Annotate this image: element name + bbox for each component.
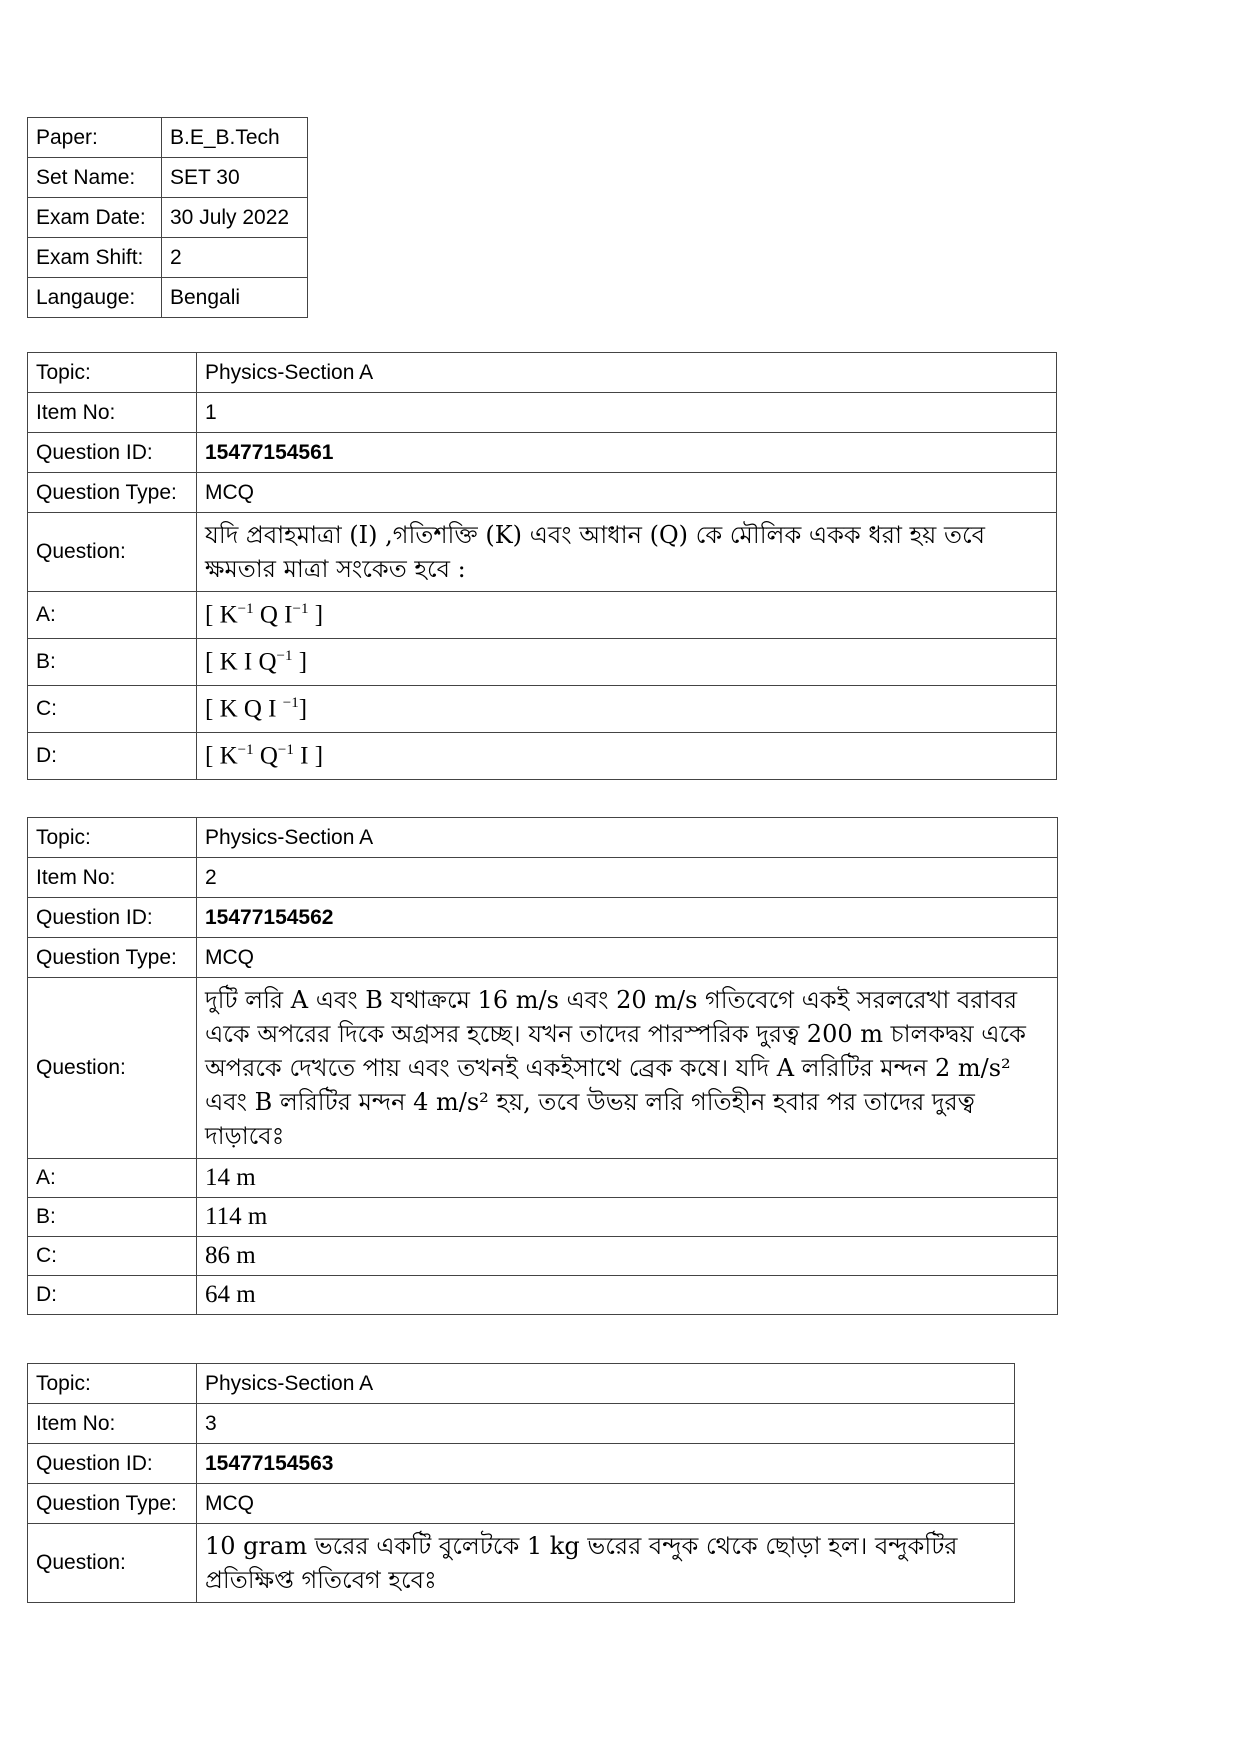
- topic-row: [28, 353, 1057, 393]
- option-row-a: [28, 592, 1057, 639]
- meta-row-exam-shift: [28, 238, 308, 278]
- question-text: যদি প্রবাহমাত্রা (I) ,গতিশক্তি (K) এবং আধান (Q) কে মৌলিক একক ধরা হয় তবে ক্ষমতার মাত্রা সংকেত হবে :: [197, 513, 1057, 592]
- question-row: [28, 513, 1057, 592]
- question-type-label: Question Type:: [28, 938, 197, 978]
- option-label-a: A:: [28, 592, 197, 639]
- option-d-text: 64 m: [197, 1276, 1058, 1315]
- option-label-c: C:: [28, 1237, 197, 1276]
- topic-label: Topic:: [28, 818, 197, 858]
- topic-row: [28, 1364, 1015, 1404]
- option-c-text: 86 m: [197, 1237, 1058, 1276]
- option-row-c: [28, 686, 1057, 733]
- option-row-a: [28, 1159, 1058, 1198]
- option-a-text: [ $K^{-1}$ Q $I^{-1}$ ]: [197, 592, 1057, 639]
- option-row-d: [28, 1276, 1058, 1315]
- question-label: Question:: [28, 978, 197, 1159]
- question-table-2: [27, 817, 1058, 1315]
- option-label-b: B:: [28, 1198, 197, 1237]
- question-id-row: [28, 898, 1058, 938]
- question-table-3: [27, 1363, 1015, 1603]
- meta-value: Bengali: [162, 278, 308, 318]
- option-label-d: D:: [28, 1276, 197, 1315]
- option-label-c: C:: [28, 686, 197, 733]
- question-row: [28, 978, 1058, 1159]
- meta-label: Set Name:: [28, 158, 162, 198]
- question-table-1: [27, 352, 1057, 780]
- meta-value: SET 30: [162, 158, 308, 198]
- item-no-label: Item No:: [28, 1404, 197, 1444]
- option-b-text: [ K I $Q^{-1}$ ]: [197, 639, 1057, 686]
- question-type-label: Question Type:: [28, 473, 197, 513]
- item-no-row: [28, 1404, 1015, 1444]
- question-id-value: 15477154562: [197, 898, 1058, 938]
- meta-row-language: [28, 278, 308, 318]
- item-no-label: Item No:: [28, 858, 197, 898]
- question-id-value: 15477154563: [197, 1444, 1015, 1484]
- question-type-value: MCQ: [197, 938, 1058, 978]
- topic-value: Physics-Section A: [197, 818, 1058, 858]
- question-id-row: [28, 433, 1057, 473]
- question-id-value: 15477154561: [197, 433, 1057, 473]
- question-row: [28, 1524, 1015, 1603]
- question-label: Question:: [28, 513, 197, 592]
- item-no-label: Item No:: [28, 393, 197, 433]
- topic-label: Topic:: [28, 1364, 197, 1404]
- option-label-b: B:: [28, 639, 197, 686]
- option-row-c: [28, 1237, 1058, 1276]
- question-label: Question:: [28, 1524, 197, 1603]
- meta-label: Paper:: [28, 118, 162, 158]
- exam-meta-table: [27, 117, 308, 318]
- option-row-b: [28, 639, 1057, 686]
- option-label-a: A:: [28, 1159, 197, 1198]
- question-type-value: MCQ: [197, 1484, 1015, 1524]
- topic-row: [28, 818, 1058, 858]
- question-id-label: Question ID:: [28, 433, 197, 473]
- option-b-text: 114 m: [197, 1198, 1058, 1237]
- option-c-text: [ K Q I $^{-1}$]: [197, 686, 1057, 733]
- topic-value: Physics-Section A: [197, 353, 1057, 393]
- meta-row-set-name: [28, 158, 308, 198]
- option-d-text: [ $K^{-1}$ $Q^{-1}$ I ]: [197, 733, 1057, 780]
- option-row-b: [28, 1198, 1058, 1237]
- item-no-row: [28, 858, 1058, 898]
- question-text: দুটি লরি A এবং B যথাক্রমে 16 m/s এবং 20 m/s গতিবেগে একই সরলরেখা বরাবর একে অপরের দিকে অগ্রসর হচ্ছে। যখন তাদের পারস্পরিক দুরত্ব 200 m চালকদ্বয় একে অপরকে দেখতে পায় এবং তখনই একইসাথে ব্রেক কষে। যদি A লরিটির মন্দন 2 m/s² এবং B লরিটির মন্দন 4 m/s² হয়, তবে উভয় লরি গতিহীন হবার পর তাদের দুরত্ব দাড়াবেঃ: [197, 978, 1058, 1159]
- question-type-row: [28, 1484, 1015, 1524]
- question-type-row: [28, 473, 1057, 513]
- question-id-label: Question ID:: [28, 1444, 197, 1484]
- item-no-value: 1: [197, 393, 1057, 433]
- question-text: 10 gram ভরের একটি বুলেটকে 1 kg ভরের বন্দুক থেকে ছোড়া হল। বন্দুকটির প্রতিক্ষিপ্ত গতিবেগ হবেঃ: [197, 1524, 1015, 1603]
- meta-value: B.E_B.Tech: [162, 118, 308, 158]
- option-a-text: 14 m: [197, 1159, 1058, 1198]
- topic-value: Physics-Section A: [197, 1364, 1015, 1404]
- item-no-row: [28, 393, 1057, 433]
- question-id-row: [28, 1444, 1015, 1484]
- topic-label: Topic:: [28, 353, 197, 393]
- item-no-value: 3: [197, 1404, 1015, 1444]
- meta-row-paper: [28, 118, 308, 158]
- meta-label: Langauge:: [28, 278, 162, 318]
- question-type-row: [28, 938, 1058, 978]
- meta-row-exam-date: [28, 198, 308, 238]
- meta-label: Exam Shift:: [28, 238, 162, 278]
- option-label-d: D:: [28, 733, 197, 780]
- meta-label: Exam Date:: [28, 198, 162, 238]
- question-type-value: MCQ: [197, 473, 1057, 513]
- question-id-label: Question ID:: [28, 898, 197, 938]
- meta-value: 30 July 2022: [162, 198, 308, 238]
- question-type-label: Question Type:: [28, 1484, 197, 1524]
- option-row-d: [28, 733, 1057, 780]
- meta-value: 2: [162, 238, 308, 278]
- item-no-value: 2: [197, 858, 1058, 898]
